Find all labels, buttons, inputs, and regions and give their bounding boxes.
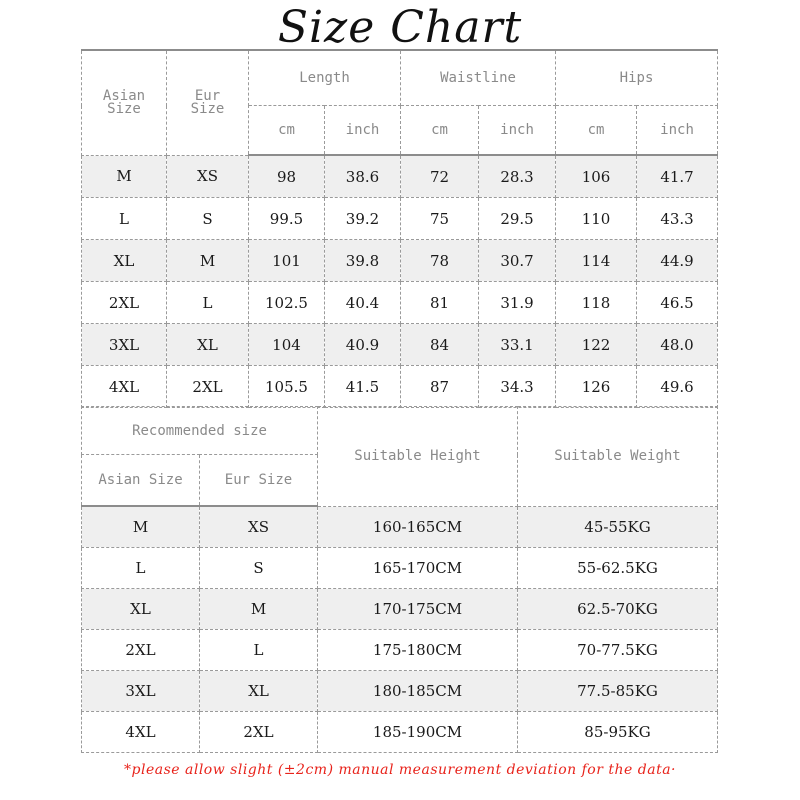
size-table-row: [82, 240, 718, 282]
table-cell: 4XL: [82, 366, 167, 408]
table-cell: 44.9: [637, 240, 718, 282]
header-length: Length: [249, 50, 401, 106]
recommended-table-row: [82, 712, 718, 753]
size-table: [81, 49, 718, 408]
size-table-row: [82, 366, 718, 408]
table-cell: M: [167, 240, 249, 282]
size-table-row: [82, 324, 718, 366]
table-cell: XS: [167, 155, 249, 198]
table-cell: 104: [249, 324, 325, 366]
table-cell: L: [167, 282, 249, 324]
table-cell: 77.5-85KG: [518, 671, 718, 712]
header-hips: Hips: [556, 50, 718, 106]
table-cell: 41.5: [325, 366, 401, 408]
header-rec-eur-size: Eur Size: [200, 455, 318, 507]
table-cell: 81: [401, 282, 479, 324]
table-cell: 39.8: [325, 240, 401, 282]
header-asian-size-label: Asian Size: [102, 87, 146, 117]
table-cell: XL: [167, 324, 249, 366]
table-cell: 45-55KG: [518, 506, 718, 548]
table-cell: XL: [82, 240, 167, 282]
recommended-table-row: [82, 506, 718, 548]
table-cell: 106: [556, 155, 637, 198]
table-cell: 55-62.5KG: [518, 548, 718, 589]
size-table-row: [82, 198, 718, 240]
table-cell: 3XL: [82, 324, 167, 366]
header-length-cm: cm: [249, 106, 325, 156]
recommended-table-row: [82, 630, 718, 671]
table-cell: L: [82, 198, 167, 240]
table-cell: 87: [401, 366, 479, 408]
table-cell: 105.5: [249, 366, 325, 408]
table-cell: 180-185CM: [318, 671, 518, 712]
table-cell: 2XL: [82, 282, 167, 324]
table-cell: 40.4: [325, 282, 401, 324]
table-cell: XL: [82, 589, 200, 630]
table-cell: 185-190CM: [318, 712, 518, 753]
table-cell: L: [200, 630, 318, 671]
table-cell: 114: [556, 240, 637, 282]
table-cell: S: [200, 548, 318, 589]
table-cell: 72: [401, 155, 479, 198]
table-cell: 101: [249, 240, 325, 282]
table-cell: 102.5: [249, 282, 325, 324]
table-cell: 34.3: [479, 366, 556, 408]
table-cell: 2XL: [200, 712, 318, 753]
recommended-table-row: [82, 671, 718, 712]
table-cell: 29.5: [479, 198, 556, 240]
table-cell: XL: [200, 671, 318, 712]
header-suitable-height: Suitable Height: [318, 407, 518, 507]
table-cell: 175-180CM: [318, 630, 518, 671]
table-cell: 43.3: [637, 198, 718, 240]
table-cell: 98: [249, 155, 325, 198]
table-cell: 84: [401, 324, 479, 366]
table-cell: 165-170CM: [318, 548, 518, 589]
table-cell: 4XL: [82, 712, 200, 753]
table-cell: 40.9: [325, 324, 401, 366]
recommended-size-table: [81, 406, 718, 753]
table-cell: 110: [556, 198, 637, 240]
table-cell: 99.5: [249, 198, 325, 240]
table-cell: 3XL: [82, 671, 200, 712]
table-cell: 2XL: [167, 366, 249, 408]
table-cell: M: [200, 589, 318, 630]
table-cell: 78: [401, 240, 479, 282]
header-eur-size: [167, 50, 249, 155]
table-cell: 75: [401, 198, 479, 240]
table-cell: 33.1: [479, 324, 556, 366]
table-cell: 46.5: [637, 282, 718, 324]
table-cell: 41.7: [637, 155, 718, 198]
table-cell: 170-175CM: [318, 589, 518, 630]
table-cell: 62.5-70KG: [518, 589, 718, 630]
table-cell: L: [82, 548, 200, 589]
table-cell: 118: [556, 282, 637, 324]
size-table-row: [82, 282, 718, 324]
header-length-inch: inch: [325, 106, 401, 156]
header-suitable-weight: Suitable Weight: [518, 407, 718, 507]
table-cell: 30.7: [479, 240, 556, 282]
table-cell: 31.9: [479, 282, 556, 324]
table-cell: XS: [200, 506, 318, 548]
table-cell: 70-77.5KG: [518, 630, 718, 671]
recommended-table-row: [82, 548, 718, 589]
table-cell: 49.6: [637, 366, 718, 408]
table-cell: 39.2: [325, 198, 401, 240]
header-eur-size-label: Eur Size: [190, 87, 225, 117]
page-title: Size Chart: [277, 2, 523, 53]
table-cell: 85-95KG: [518, 712, 718, 753]
measurement-note: *please allow slight (±2cm) manual measurement deviation for the data·: [124, 762, 676, 778]
table-cell: M: [82, 506, 200, 548]
header-waistline: Waistline: [401, 50, 556, 106]
table-cell: 28.3: [479, 155, 556, 198]
table-cell: 126: [556, 366, 637, 408]
table-cell: 160-165CM: [318, 506, 518, 548]
table-cell: 48.0: [637, 324, 718, 366]
header-waistline-inch: inch: [479, 106, 556, 156]
table-cell: 38.6: [325, 155, 401, 198]
table-cell: S: [167, 198, 249, 240]
table-cell: M: [82, 155, 167, 198]
header-hips-inch: inch: [637, 106, 718, 156]
table-cell: 2XL: [82, 630, 200, 671]
header-waistline-cm: cm: [401, 106, 479, 156]
header-rec-asian-size: Asian Size: [82, 455, 200, 507]
header-recommended-size: Recommended size: [82, 407, 318, 455]
table-cell: 122: [556, 324, 637, 366]
header-asian-size: [82, 50, 167, 155]
recommended-table-row: [82, 589, 718, 630]
header-hips-cm: cm: [556, 106, 637, 156]
size-table-row: [82, 155, 718, 198]
